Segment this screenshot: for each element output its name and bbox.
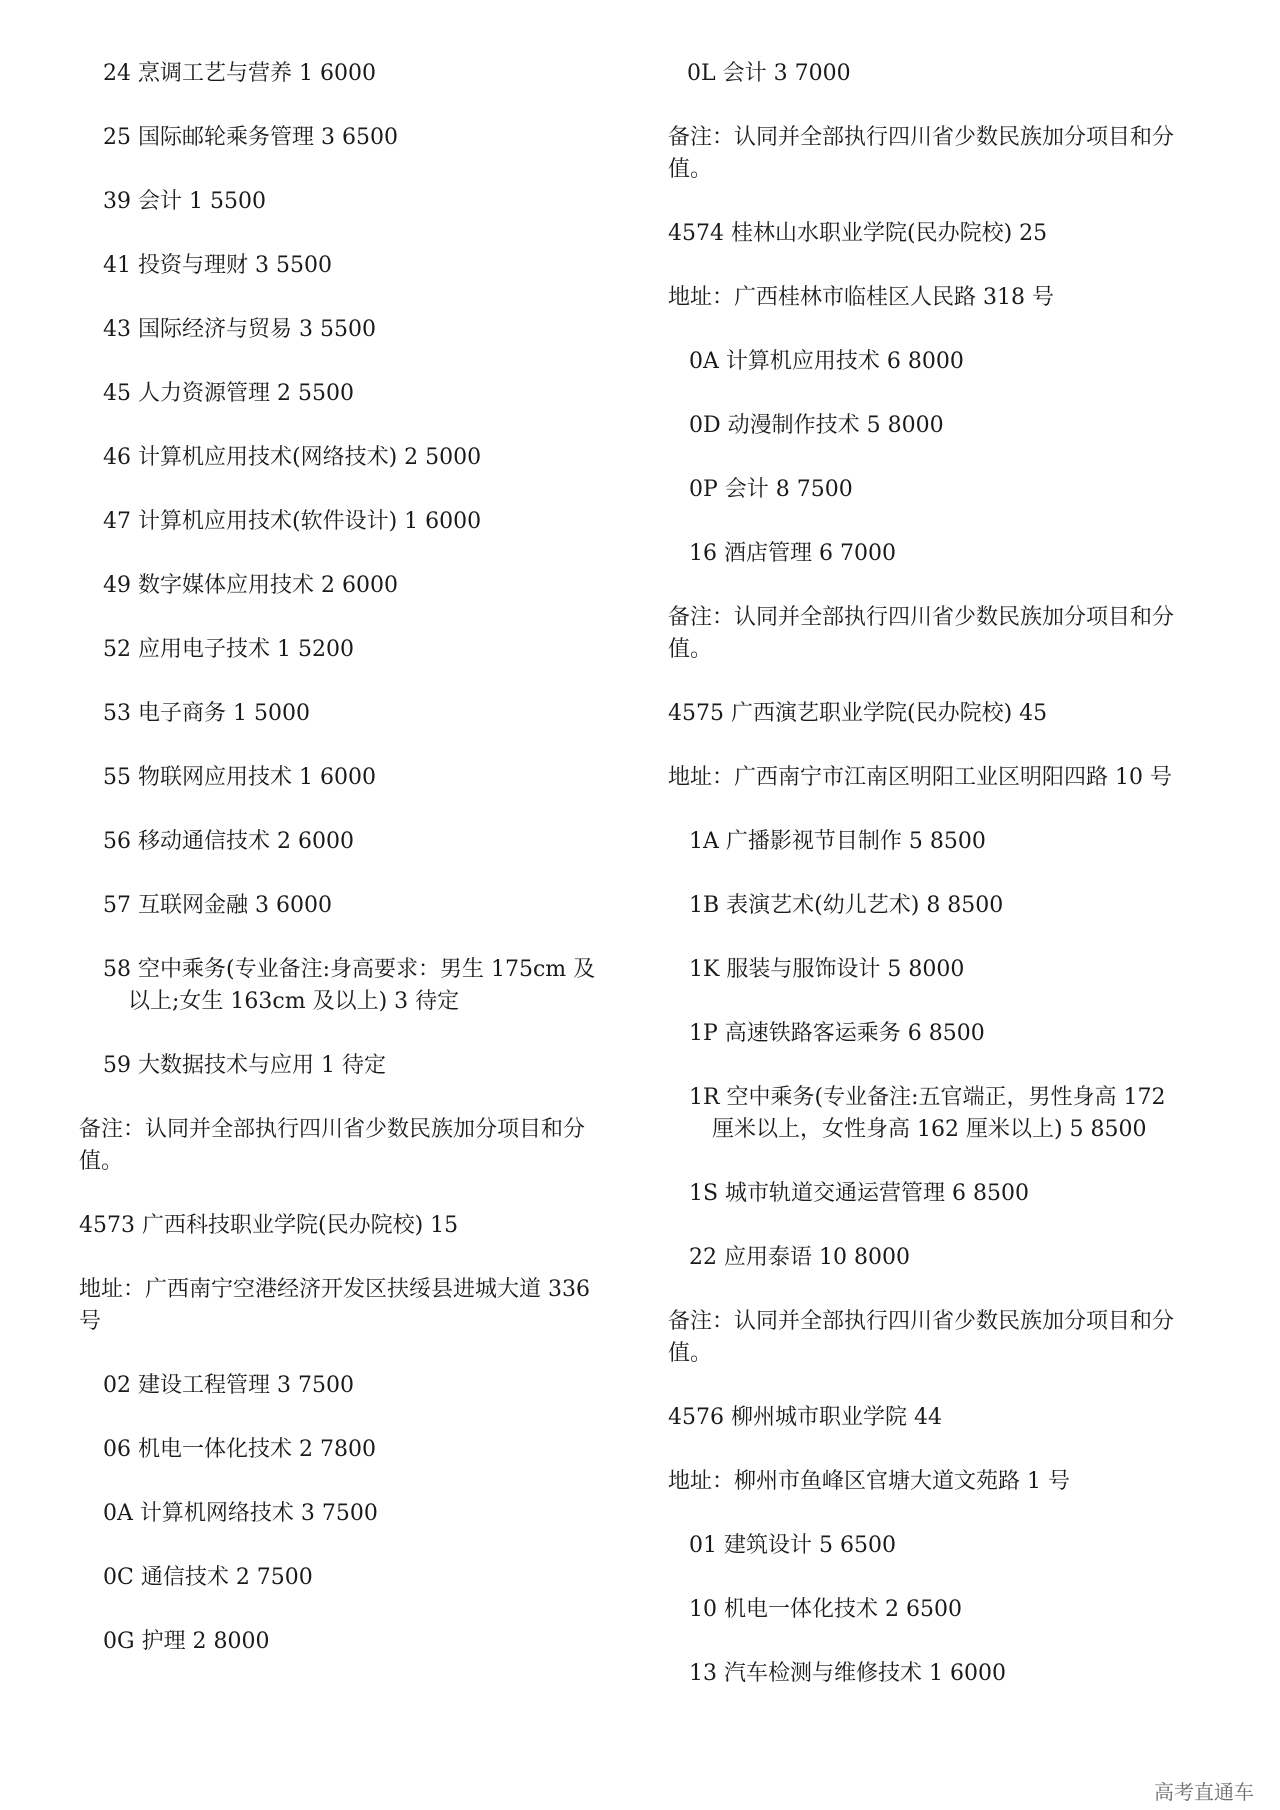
left-column-line: 06 机电一体化技术 2 7800: [103, 1437, 376, 1462]
left-column-line: 46 计算机应用技术(网络技术) 2 5000: [103, 445, 482, 470]
left-column-line: 4573 广西科技职业学院(民办院校) 15: [79, 1213, 459, 1238]
left-column-line: 52 应用电子技术 1 5200: [103, 637, 354, 662]
right-column-line: 地址：广西桂林市临桂区人民路 318 号: [668, 285, 1054, 310]
right-column-line: 值。: [668, 157, 713, 182]
left-column-line: 39 会计 1 5500: [103, 189, 266, 214]
right-column-line: 地址：柳州市鱼峰区官塘大道文苑路 1 号: [668, 1469, 1070, 1494]
right-column-line: 10 机电一体化技术 2 6500: [689, 1597, 962, 1622]
left-column-line: 49 数字媒体应用技术 2 6000: [103, 573, 398, 598]
left-column-line: 43 国际经济与贸易 3 5500: [103, 317, 376, 342]
left-column-line: 57 互联网金融 3 6000: [103, 893, 332, 918]
right-column-line: 4576 柳州城市职业学院 44: [668, 1405, 942, 1430]
right-column-line: 0P 会计 8 7500: [689, 477, 853, 502]
right-column-line: 0D 动漫制作技术 5 8000: [689, 413, 944, 438]
right-column-line: 厘米以上，女性身高 162 厘米以上) 5 8500: [712, 1117, 1147, 1142]
right-column-line: 22 应用泰语 10 8000: [689, 1245, 910, 1270]
left-column-line: 56 移动通信技术 2 6000: [103, 829, 354, 854]
left-column-line: 0C 通信技术 2 7500: [103, 1565, 313, 1590]
right-column-line: 01 建筑设计 5 6500: [689, 1533, 896, 1558]
left-column-line: 53 电子商务 1 5000: [103, 701, 310, 726]
left-column-line: 45 人力资源管理 2 5500: [103, 381, 354, 406]
left-column-line: 59 大数据技术与应用 1 待定: [103, 1053, 386, 1078]
right-column-line: 1B 表演艺术(幼儿艺术) 8 8500: [689, 893, 1004, 918]
left-column-line: 25 国际邮轮乘务管理 3 6500: [103, 125, 398, 150]
right-column-line: 地址：广西南宁市江南区明阳工业区明阳四路 10 号: [668, 765, 1172, 790]
left-column-line: 24 烹调工艺与营养 1 6000: [103, 61, 376, 86]
right-column-line: 4574 桂林山水职业学院(民办院校) 25: [668, 221, 1048, 246]
watermark-text: 高考直通车: [1154, 1780, 1254, 1804]
right-column-line: 16 酒店管理 6 7000: [689, 541, 896, 566]
right-column-line: 备注：认同并全部执行四川省少数民族加分项目和分: [668, 1309, 1175, 1334]
left-column-line: 以上;女生 163cm 及以上) 3 待定: [128, 989, 460, 1014]
left-column-line: 55 物联网应用技术 1 6000: [103, 765, 376, 790]
right-column-line: 值。: [668, 637, 713, 662]
left-column-line: 备注：认同并全部执行四川省少数民族加分项目和分: [79, 1117, 586, 1142]
left-column-line: 值。: [79, 1149, 124, 1174]
right-column-line: 值。: [668, 1341, 713, 1366]
right-column-line: 1R 空中乘务(专业备注:五官端正，男性身高 172: [689, 1085, 1166, 1110]
left-column-line: 41 投资与理财 3 5500: [103, 253, 332, 278]
right-column-line: 0A 计算机应用技术 6 8000: [689, 349, 964, 374]
right-column-line: 备注：认同并全部执行四川省少数民族加分项目和分: [668, 125, 1175, 150]
left-column-line: 02 建设工程管理 3 7500: [103, 1373, 354, 1398]
left-column-line: 0A 计算机网络技术 3 7500: [103, 1501, 378, 1526]
left-column-line: 地址：广西南宁空港经济开发区扶绥县进城大道 336: [79, 1277, 590, 1302]
right-column-line: 0L 会计 3 7000: [687, 61, 851, 86]
left-column-line: 号: [79, 1309, 102, 1334]
left-column-line: 47 计算机应用技术(软件设计) 1 6000: [103, 509, 482, 534]
right-column-line: 1S 城市轨道交通运营管理 6 8500: [689, 1181, 1030, 1206]
right-column-line: 1P 高速铁路客运乘务 6 8500: [689, 1021, 985, 1046]
left-column-line: 58 空中乘务(专业备注:身高要求：男生 175cm 及: [103, 957, 596, 982]
right-column-line: 备注：认同并全部执行四川省少数民族加分项目和分: [668, 605, 1175, 630]
right-column-line: 1K 服装与服饰设计 5 8000: [689, 957, 965, 982]
right-column-line: 4575 广西演艺职业学院(民办院校) 45: [668, 701, 1048, 726]
left-column-line: 0G 护理 2 8000: [103, 1629, 270, 1654]
right-column-line: 1A 广播影视节目制作 5 8500: [689, 829, 986, 854]
right-column-line: 13 汽车检测与维修技术 1 6000: [689, 1661, 1006, 1686]
